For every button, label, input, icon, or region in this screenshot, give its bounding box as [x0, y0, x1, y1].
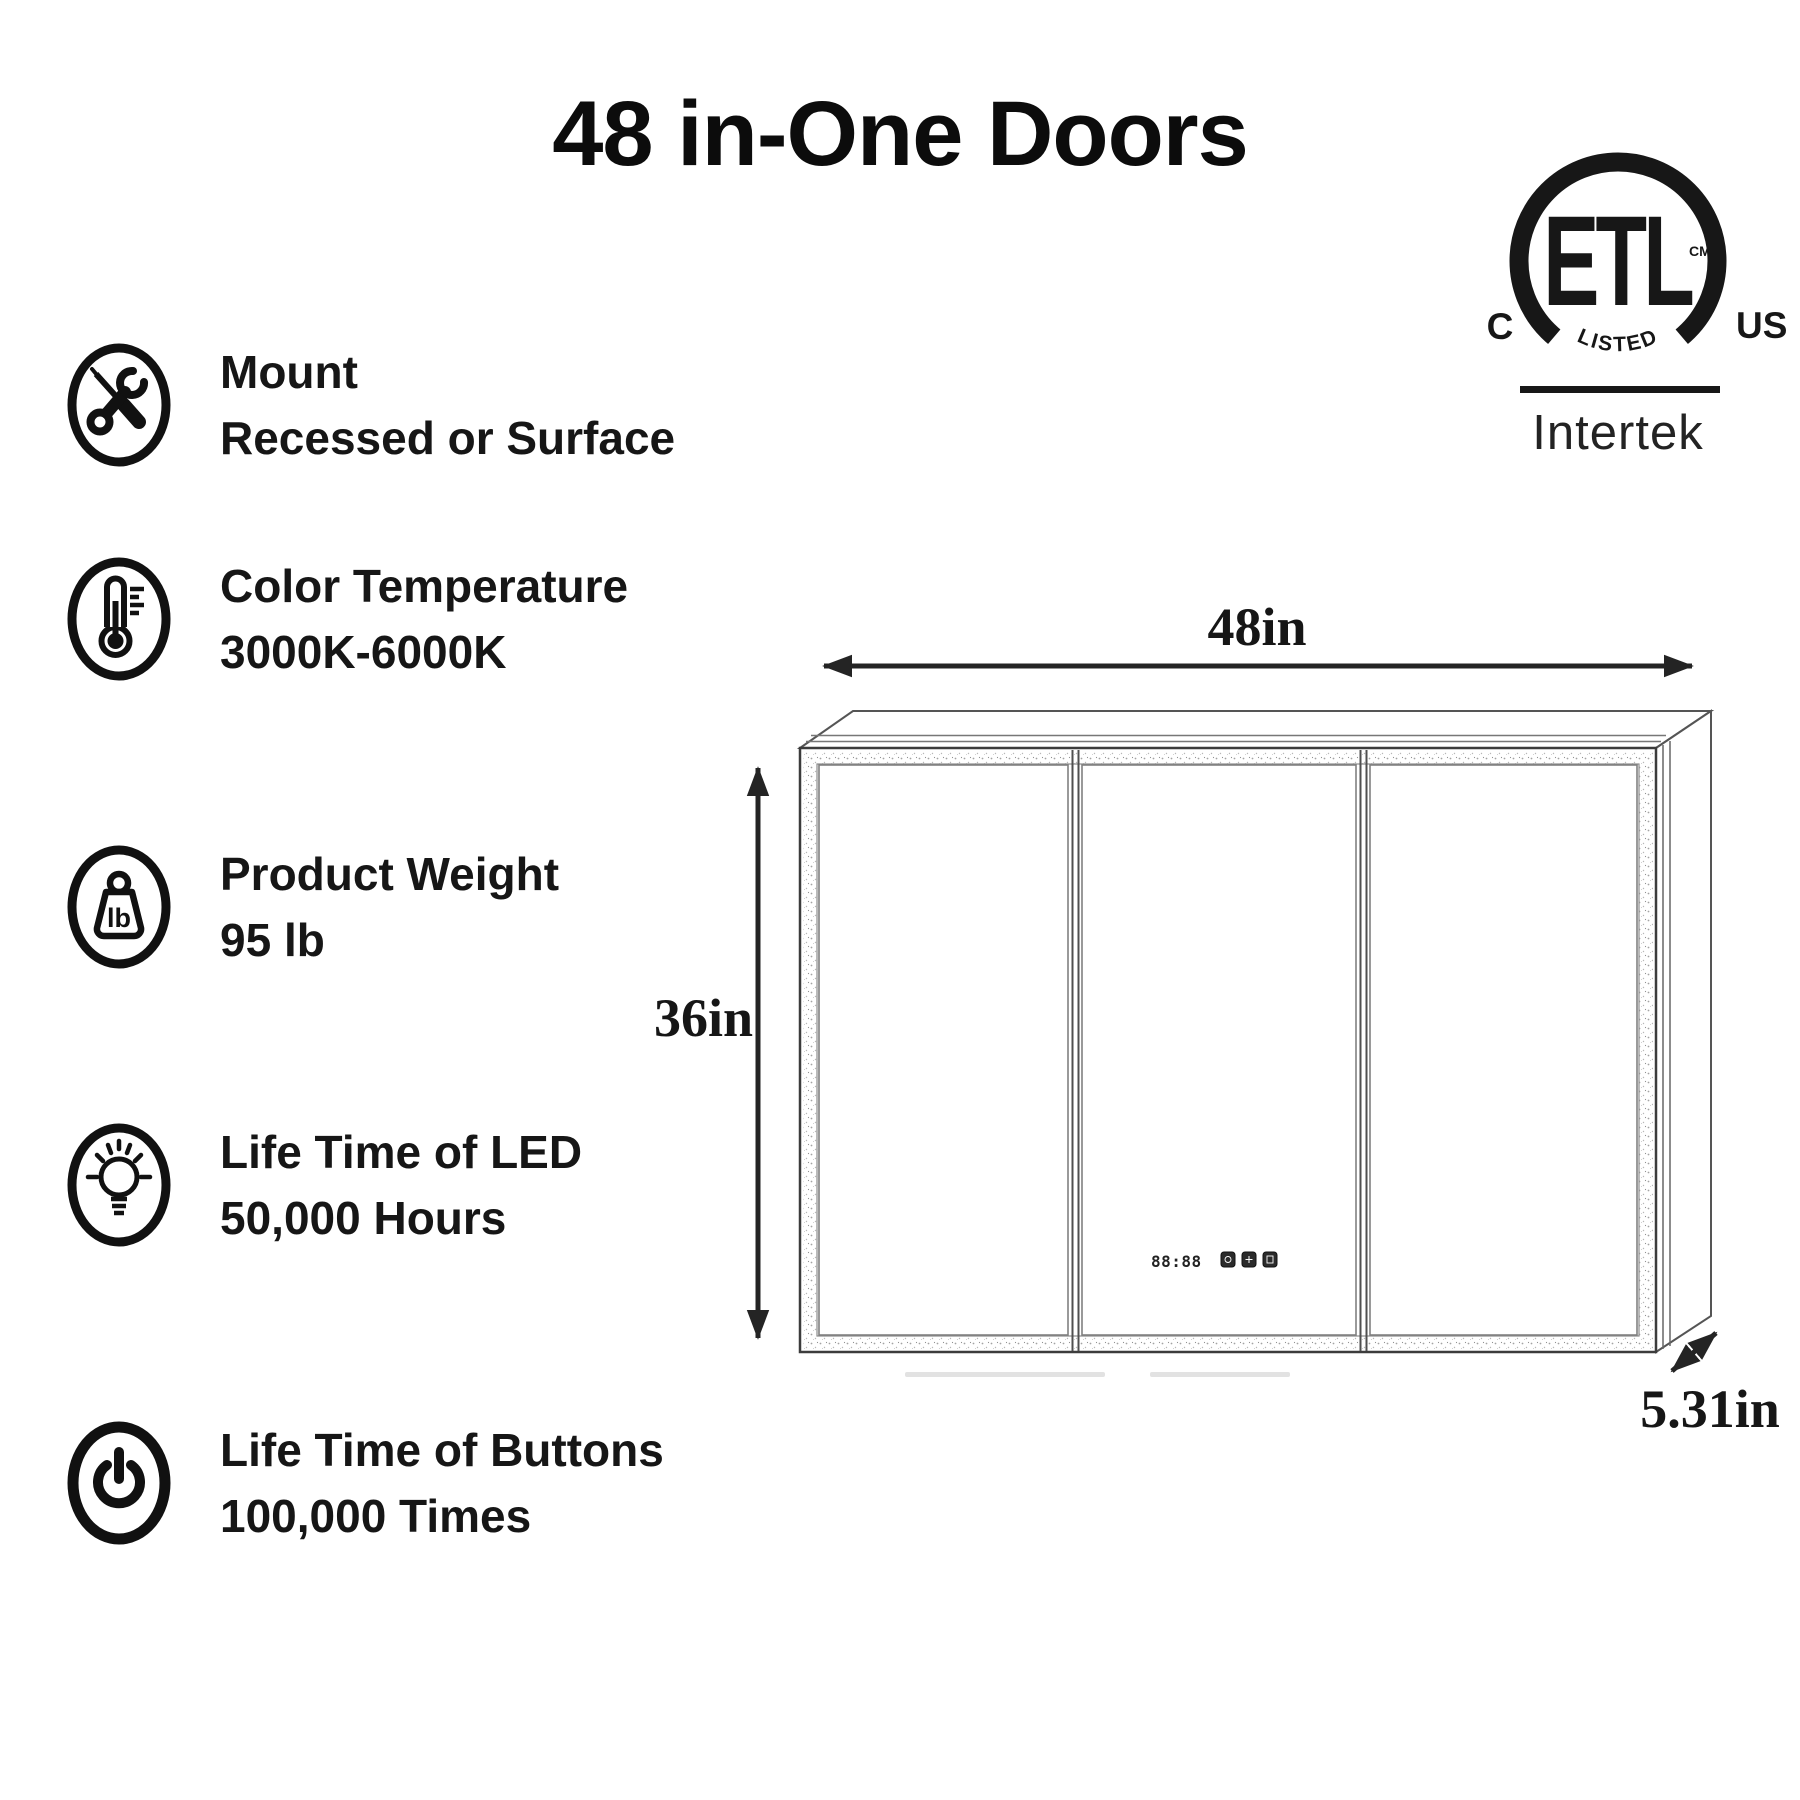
etl-c-label: C [1486, 306, 1514, 347]
depth-dimension-arrow [1672, 1333, 1716, 1371]
feature-label: Life Time of Buttons [220, 1424, 664, 1476]
feature-label: Product Weight [220, 848, 560, 900]
etl-divider-line [1520, 386, 1720, 393]
etl-certification-mark [1440, 140, 1800, 470]
height-dimension-label: 36in [653, 988, 753, 1048]
power-icon [66, 1419, 172, 1547]
feature-value: 100,000 Times [220, 1490, 532, 1542]
touch-button-1 [1221, 1252, 1235, 1267]
etl-cm-label: CM [1689, 243, 1711, 259]
bulb-icon [66, 1121, 172, 1249]
feature-label: Color Temperature [220, 560, 629, 612]
cabinet-side-face [1656, 711, 1711, 1352]
weight-icon-text: lb [107, 903, 131, 933]
shadow-mark [1150, 1372, 1290, 1377]
thermometer-icon [66, 555, 172, 683]
touch-button-3 [1263, 1252, 1277, 1267]
cabinet-top-face [800, 711, 1711, 748]
cabinet-diagram [600, 560, 1800, 1460]
page-title: 48 in-One Doors [552, 83, 1248, 185]
feature-value: Recessed or Surface [220, 412, 676, 464]
feature-value: 3000K-6000K [220, 626, 507, 678]
shadow-mark [905, 1372, 1105, 1377]
feature-label: Mount [220, 346, 358, 398]
tools-icon [66, 341, 172, 469]
etl-listed-text: LISTED [1574, 324, 1662, 357]
etl-letters: ETL [1543, 189, 1691, 333]
width-dimension-label: 48in [1207, 597, 1307, 657]
feature-value: 50,000 Hours [220, 1192, 507, 1244]
feature-mount [66, 340, 786, 470]
etl-logo-svg [1440, 140, 1800, 470]
feature-value: 95 lb [220, 914, 325, 966]
intertek-label: Intertek [1532, 406, 1704, 460]
touch-button-2 [1242, 1252, 1256, 1267]
weight-icon [66, 843, 172, 971]
feature-label: Life Time of LED [220, 1126, 583, 1178]
depth-dimension-label: 5.31in [1640, 1379, 1780, 1439]
seven-segment-display: 88:88 [1151, 1252, 1202, 1271]
etl-us-label: US [1736, 305, 1788, 346]
